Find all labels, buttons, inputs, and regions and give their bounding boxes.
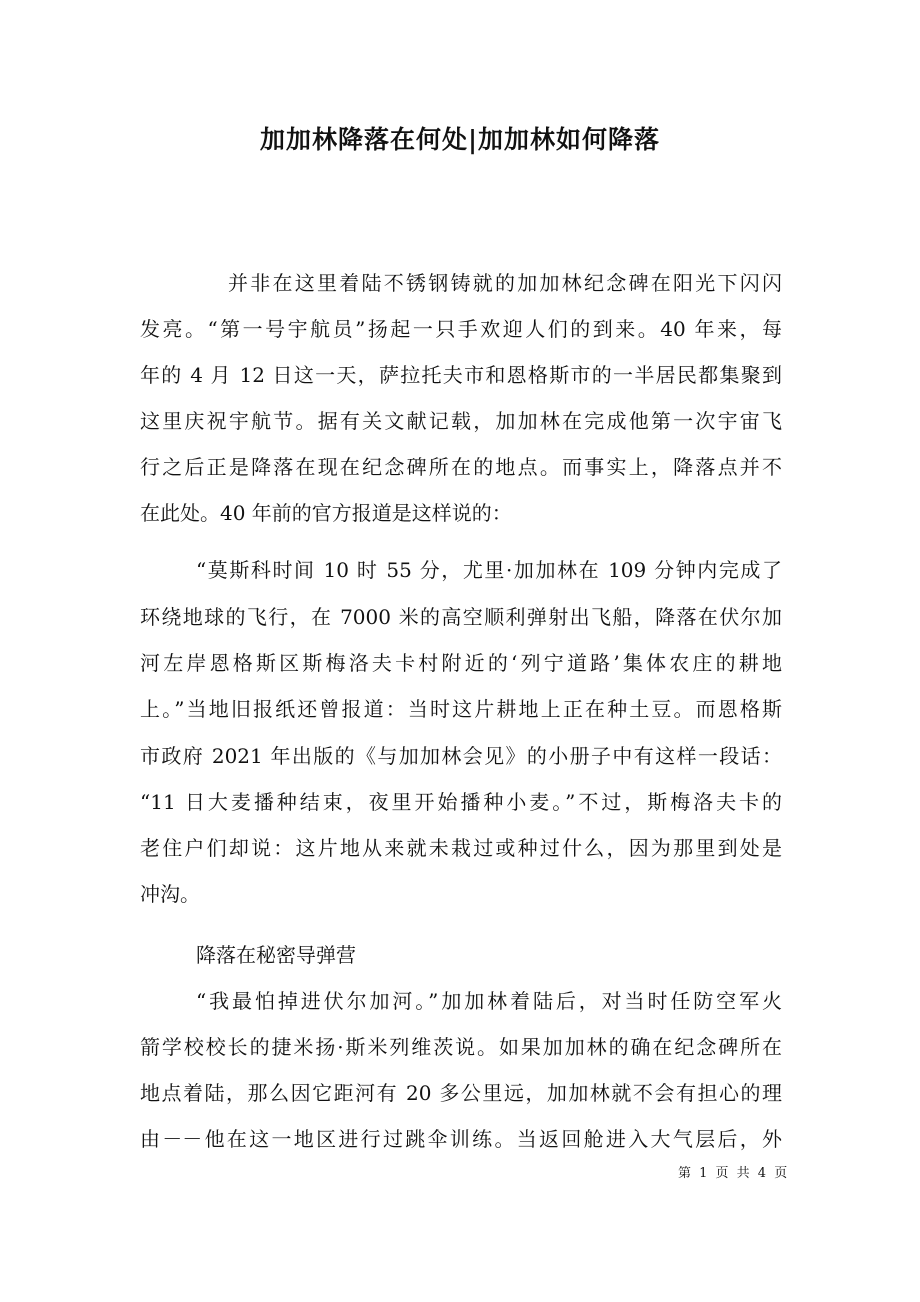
section-heading: 降落在秘密导弹营: [196, 943, 356, 967]
text-line: 年的 4 月 12 日这一天，萨拉托夫市和恩格斯市的一半居民都集聚到: [140, 363, 782, 387]
text-line: “莫斯科时间 10 时 55 分，尤里·加加林在 109 分钟内完成了: [196, 558, 782, 582]
page-title: 加加林降落在何处|加加林如何降落: [259, 125, 661, 154]
text-line: 河左岸恩格斯区斯梅洛夫卡村附近的‘列宁道路’集体农庄的耕地: [140, 651, 782, 675]
text-line: “我最怕掉进伏尔加河。”加加林着陆后，对当时任防空军火: [196, 989, 782, 1013]
text-line: 由－－他在这一地区进行过跳伞训练。当返回舱进入大气层后，外: [140, 1127, 782, 1151]
text-line: 地点着陆，那么因它距河有 20 多公里远，加加林就不会有担心的理: [140, 1081, 782, 1105]
text-line: 发亮。“第一号宇航员”扬起一只手欢迎人们的到来。40 年来，每: [140, 317, 782, 341]
text-line: 冲沟。: [140, 882, 200, 906]
text-line: 市政府 2021 年出版的《与加加林会见》的小册子中有这样一段话：: [140, 744, 782, 768]
text-line: 在此处。40 年前的官方报道是这样说的：: [140, 501, 512, 525]
text-line: 老住户们却说：这片地从来就未栽过或种过什么，因为那里到处是: [140, 836, 782, 860]
text-line: 箭学校校长的捷米扬·斯米列维茨说。如果加加林的确在纪念碑所在: [140, 1035, 782, 1059]
page-number: 第 1 页 共 4 页: [678, 1166, 790, 1181]
text-line: 这里庆祝宇航节。据有关文献记载，加加林在完成他第一次宇宙飞: [140, 409, 782, 433]
text-line: 上。”当地旧报纸还曾报道：当时这片耕地上正在种土豆。而恩格斯: [140, 697, 782, 721]
text-line: 环绕地球的飞行，在 7000 米的高空顺利弹射出飞船，降落在伏尔加: [140, 605, 782, 629]
text-line: “11 日大麦播种结束，夜里开始播种小麦。”不过，斯梅洛夫卡的: [140, 790, 782, 814]
text-line: 并非在这里着陆不锈钢铸就的加加林纪念碑在阳光下闪闪: [228, 271, 782, 295]
text-line: 行之后正是降落在现在纪念碑所在的地点。而事实上，降落点并不: [140, 455, 782, 479]
